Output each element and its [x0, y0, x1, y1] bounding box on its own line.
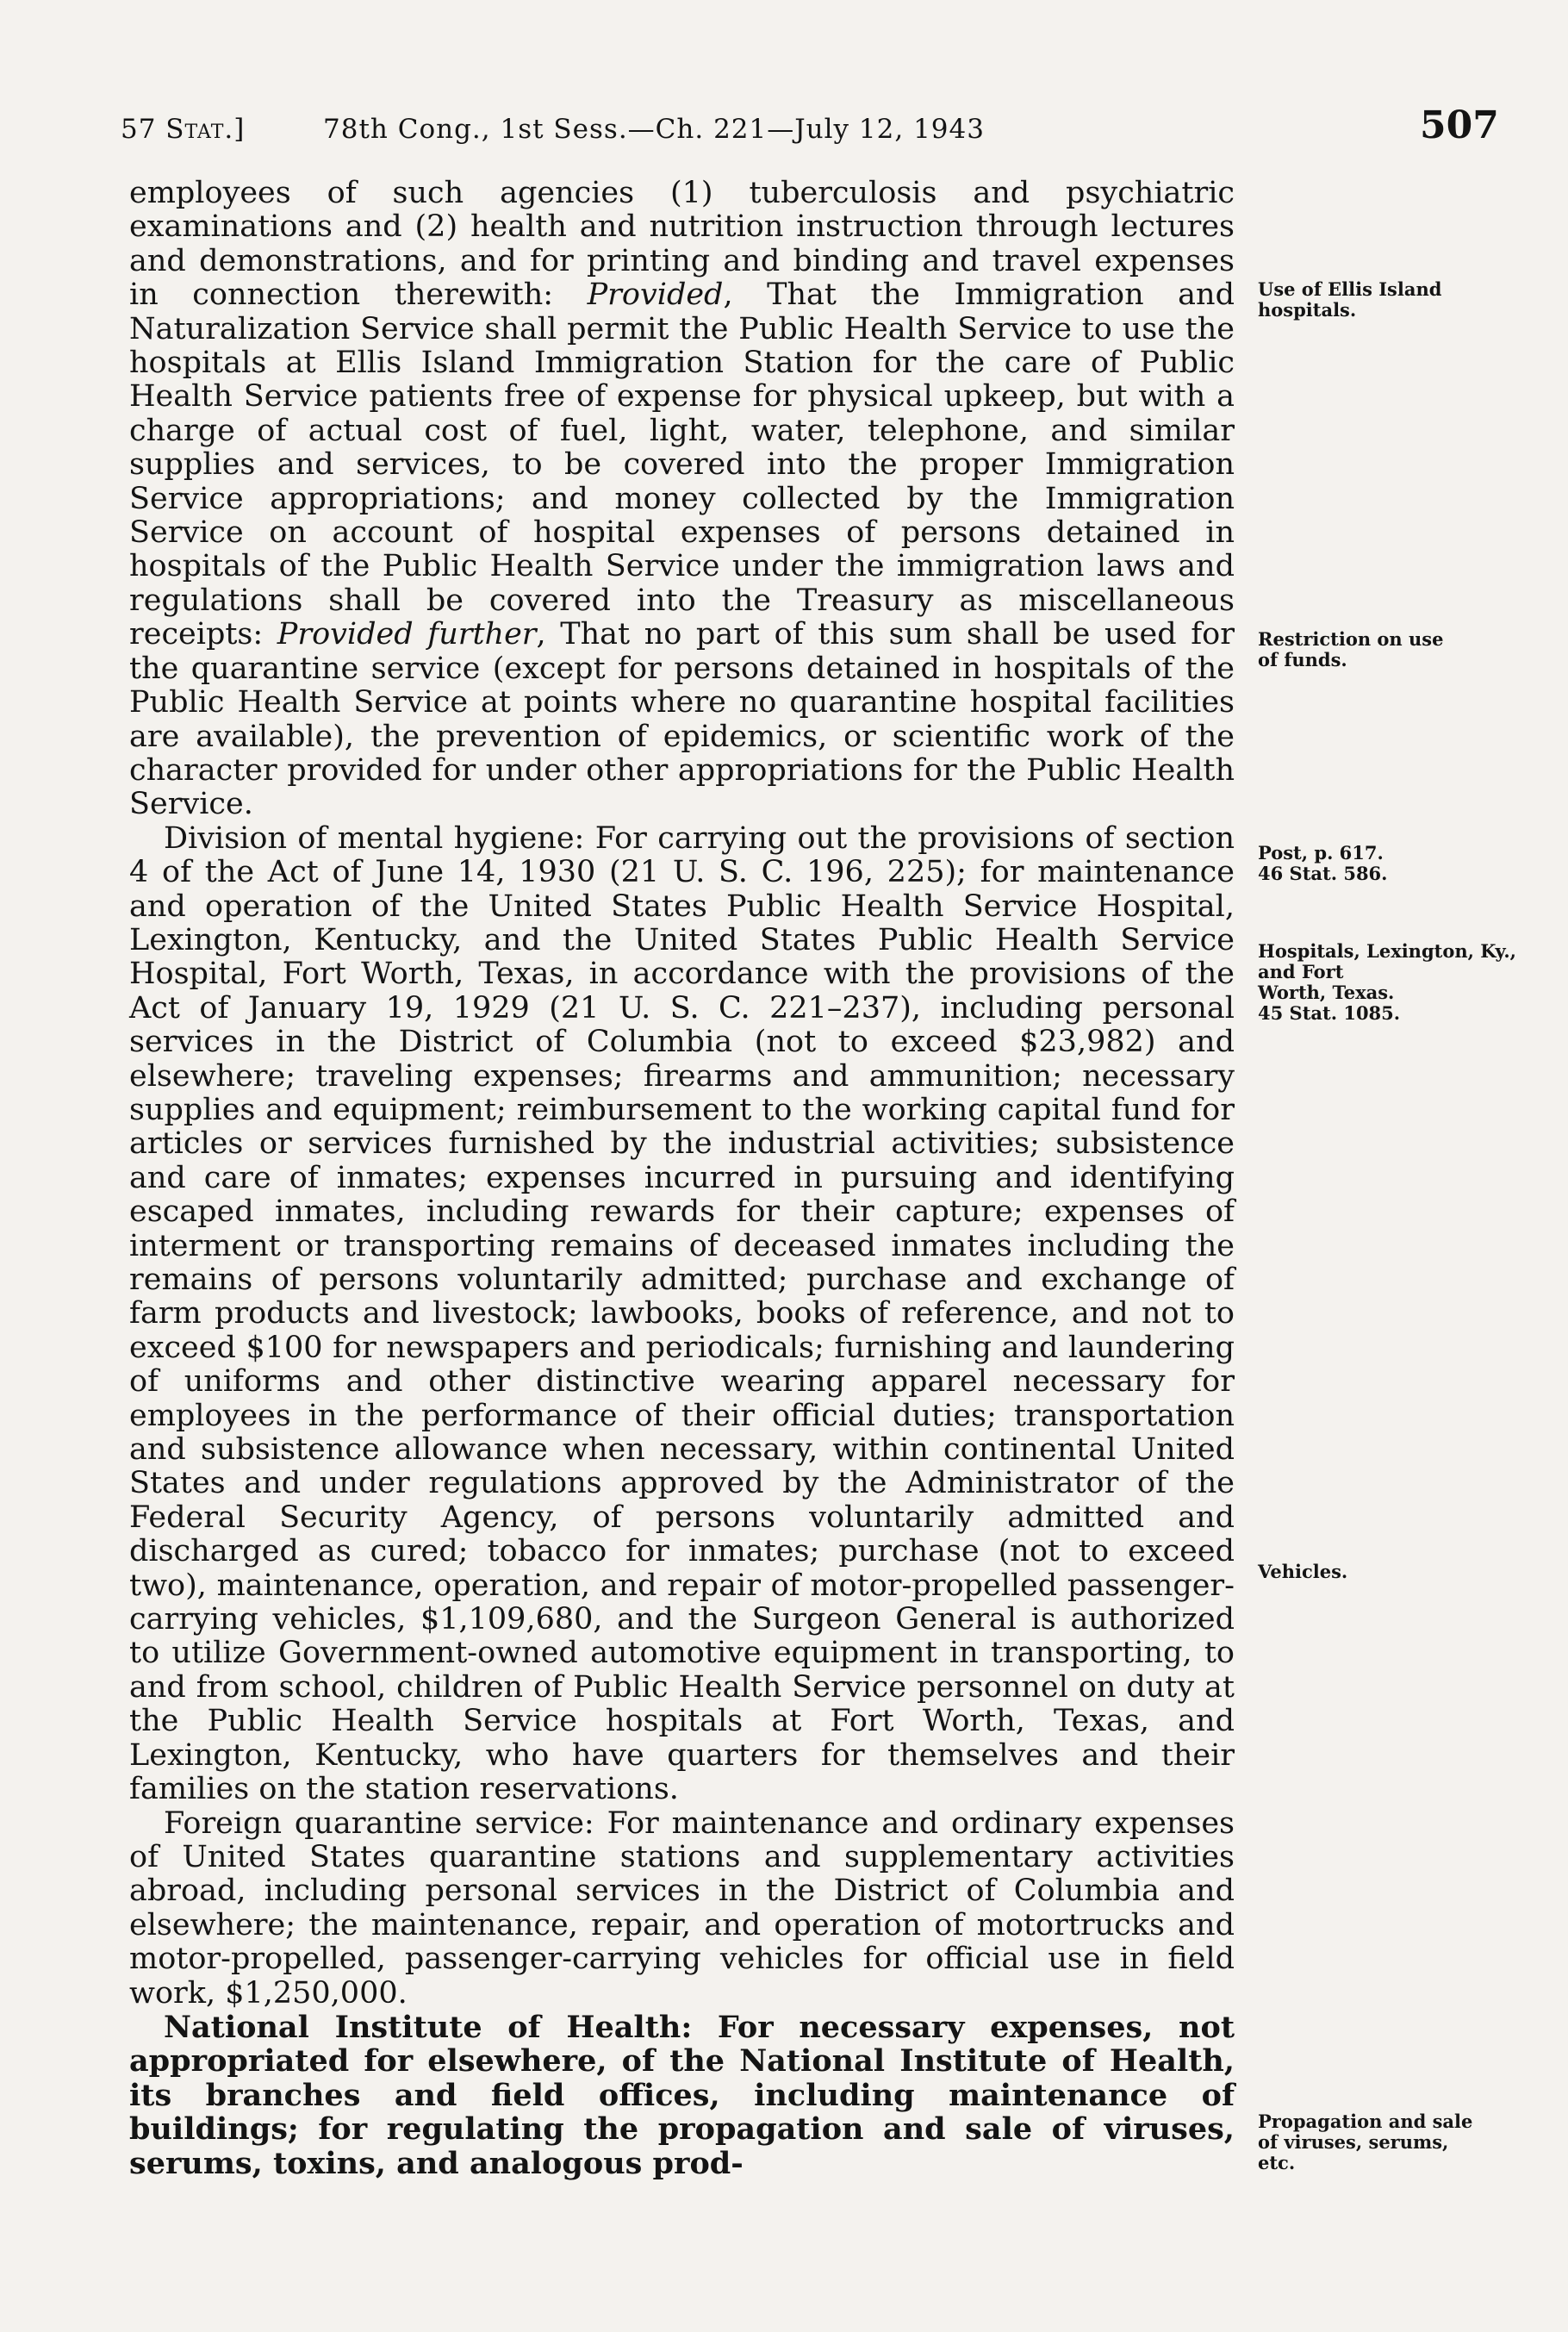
paragraph-text: National Institute of Health: For necessary expenses, not appropriated for elsewhere, of the National Institute of Health, its branches and field offices, including maintenance of buildings; for regulating the propagation and sale of viruses, serums, toxins, and analogous prod- [129, 2009, 1235, 2181]
margin-note-vehicles [1258, 1562, 1516, 1582]
paragraph-text: employees of such agencies (1) tuberculosis and psychiatric examinations and (2) health and nutrition instruction through lectures and demonstrations, and for printing and binding and travel expenses in connection therewith: [129, 176, 1235, 313]
margin-note-line: of funds. [1258, 649, 1347, 670]
margin-note-post-reference [1258, 843, 1516, 884]
margin-note-line: Restriction on use [1258, 628, 1444, 650]
proviso-term: Provided further [277, 617, 537, 652]
margin-note-line: Vehicles. [1258, 1561, 1348, 1582]
margin-note-hospitals [1258, 941, 1516, 1024]
paragraph-text: , That the Immigration and Naturalization Service shall permit the Public Health Service to use the hospitals at Ellis Island Immigration Station for the care of Public Health Service patients free of expense for physical upkeep, but with a charge of actual cost of fuel, light, water, telephone, and similar supplies and services, to be covered into the proper Immigration Service appropriations; and money collected by the Immigration Service on account of hospital expenses of persons detained in hospitals of the Public Health Service under the immigration laws and regulations shall be covered into the Treasury as miscellaneous receipts: [129, 277, 1235, 652]
margin-note-line: etc. [1258, 2152, 1296, 2173]
paragraph-national-institute-of-health [129, 2011, 1235, 2180]
margin-note-line: 46 Stat. 586. [1258, 863, 1388, 884]
paragraph-text: Division of mental hygiene: For carrying out the provisions of section 4 of the Act of June 14, 1930 (21 U. S. C. 196, 225); for maintenance and operation of the United States Public Health Service Hospital, Lexington, Kentucky, and the United States Public Health Service Hospital, Fort Worth, Texas, in accordance with the provisions of the Act of January 19, 1929 (21 U. S. C. 221–237), including personal services in the District of Columbia (not to exceed $23,982) and elsewhere; traveling expenses; firearms and ammunition; necessary supplies and equipment; reimbursement to the working capital fund for articles or services furnished by the industrial activities; subsistence and care of inmates; expenses incurred in pursuing and identifying escaped inmates, including rewards for their capture; expenses of interment or transporting remains of deceased inmates including the remains of persons voluntarily admitted; purchase and exchange of farm products and livestock; lawbooks, books of reference, and not to exceed $100 for newspapers and periodicals; furnishing and laundering of uniforms and other distinctive wearing apparel necessary for employees in the performance of their official duties; transportation and subsistence allowance when necessary, within continental United States and under regulations approved by the Administrator of the Federal Security Agency, of persons voluntarily admitted and discharged as cured; tobacco for inmates; purchase (not to exceed two), maintenance, operation, and repair of motor-propelled passenger-carrying vehicles, $1,109,680, and the Surgeon General is authorized to utilize Government-owned automotive equipment in transporting, to and from school, children of Public Health Service personnel on duty at the Public Health Service hospitals at Fort Worth, Texas, and Lexington, Kentucky, who have quarters for themselves and their families on the station reservations. [129, 820, 1235, 1807]
page-number: 507 [1420, 103, 1499, 147]
margin-notes [1258, 0, 1516, 2332]
margin-note-line: 45 Stat. 1085. [1258, 1002, 1401, 1024]
paragraph-foreign-quarantine-service [129, 1807, 1235, 2011]
paragraph-public-health-continued [129, 177, 1235, 822]
body-text [129, 177, 1235, 2180]
margin-note-line: of viruses, serums, [1258, 2131, 1449, 2153]
margin-note-restriction-on-use [1258, 629, 1516, 670]
paragraph-division-mental-hygiene [129, 822, 1235, 1807]
paragraph-text: , That no part of this sum shall be used for the quarantine service (except for persons detained in hospitals of the Public Health Service at points where no quarantine hospital facilities are available), the prevention of epidemics, or scientific work of the character provided for under other appropriations for the Public Health Service. [129, 617, 1235, 822]
paragraph-text: Foreign quarantine service: For maintenance and ordinary expenses of United States quarantine stations and supplementary activities abroad, including personal services in the District of Columbia and elsewhere; the maintenance, repair, and operation of motortrucks and motor-propelled, passenger-carrying vehicles for official use in field work, $1,250,000. [129, 1805, 1235, 2011]
margin-note-line: Worth, Texas. [1258, 982, 1395, 1003]
margin-note-propagation [1258, 2111, 1516, 2173]
proviso-term: Provided [587, 277, 724, 313]
margin-note-line: hospitals. [1258, 299, 1357, 321]
margin-note-line: Propagation and sale [1258, 2111, 1473, 2132]
margin-note-line: Post, p. 617. [1258, 842, 1384, 864]
margin-note-line: Hospitals, Lexington, Ky., and Fort [1258, 940, 1516, 982]
statute-volume: 57 Stat.] [121, 114, 246, 145]
margin-note-line: Use of Ellis Island [1258, 278, 1442, 300]
margin-note-ellis-island [1258, 279, 1516, 321]
congress-session-chapter: 78th Cong., 1st Sess.—Ch. 221—July 12, 1943 [323, 114, 985, 145]
